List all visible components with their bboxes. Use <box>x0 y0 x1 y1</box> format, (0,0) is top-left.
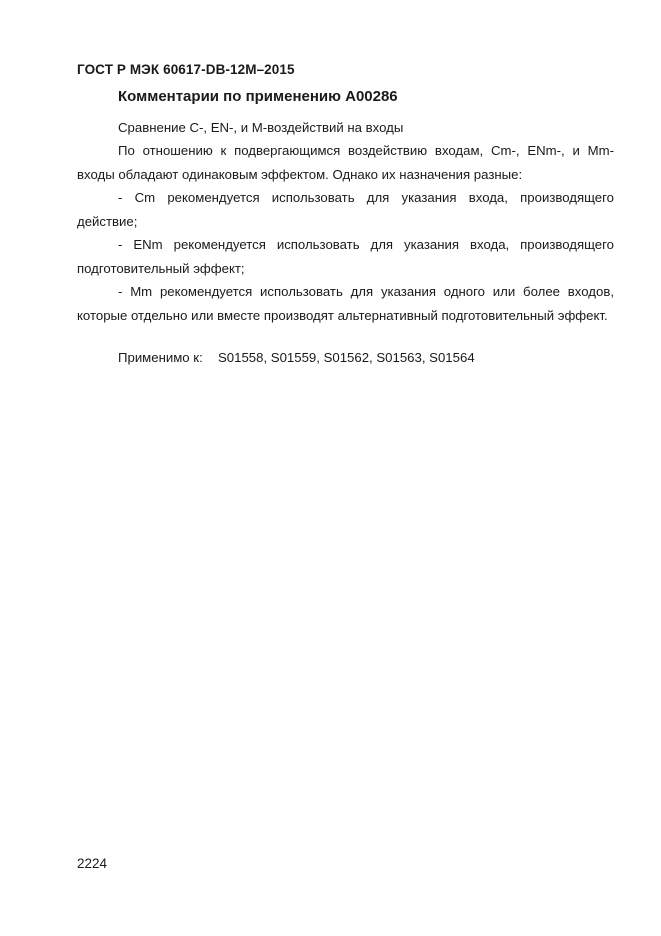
list-item-enm: - ENm рекомендуется использовать для указания входа, производящего подготовительный эффект; <box>77 237 614 276</box>
list-item-cm: - Cm рекомендуется использовать для указания входа, производящего действие; <box>77 190 614 229</box>
section-title: Комментарии по применению A00286 <box>118 88 398 105</box>
list-item-mm: - Mm рекомендуется использовать для указания одного или более входов, которые отдельно или вместе производят альтернативный подготовительный эффект. <box>77 284 614 323</box>
section-subtitle: Сравнение C-, EN-, и M-воздействий на входы <box>118 120 404 135</box>
applies-to-label: Применимо к: <box>118 350 203 365</box>
applies-to-line <box>118 346 475 370</box>
applies-to-value: S01558, S01559, S01562, S01563, S01564 <box>218 350 475 365</box>
page-number: 2224 <box>77 856 108 871</box>
intro-paragraph: По отношению к подвергающимся воздействию входам, Cm-, ENm-, и Mm-входы обладают одинаковым эффектом. Однако их назначения разные: <box>77 143 614 182</box>
standard-header: ГОСТ Р МЭК 60617-DB-12M–2015 <box>77 62 295 77</box>
body-text <box>77 139 614 327</box>
